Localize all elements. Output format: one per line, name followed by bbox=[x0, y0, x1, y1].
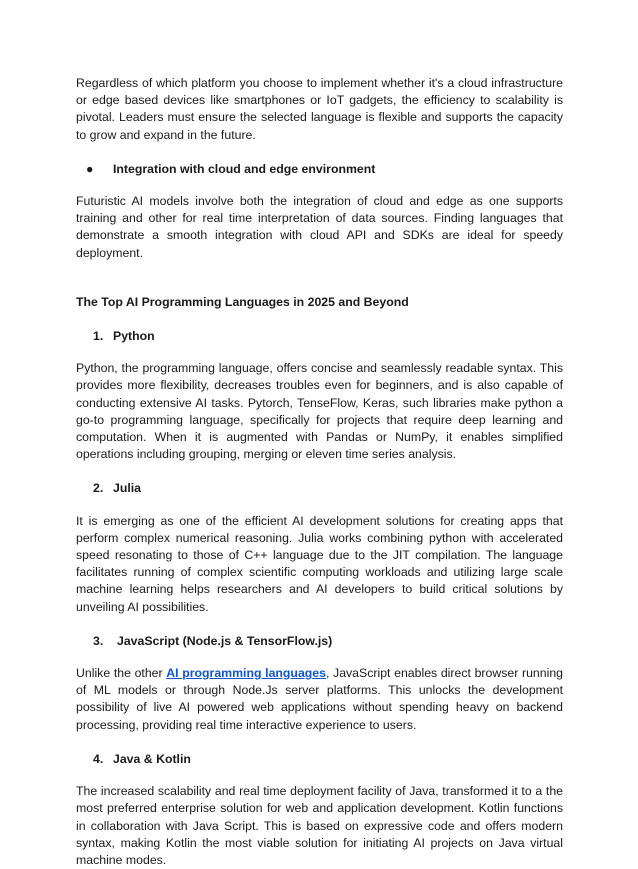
intro-paragraph: Regardless of which platform you choose to implement whether it's a cloud infrastructure or edge based devices like smartphones or IoT gadgets, the efficiency to scalability is pivotal. Leaders must ensure the selected language is flexible and supports the capacity to grow and expand in the future. bbox=[76, 76, 563, 142]
java-heading bbox=[76, 751, 563, 768]
javascript-body-before: Unlike the other bbox=[76, 666, 167, 681]
julia-title: Julia bbox=[113, 481, 142, 496]
cloud-edge-paragraph: Futuristic AI models involve both the integration of cloud and edge as one supports training and other for real time interpretation of data sources. Finding languages that demonstrate a smooth integration with cloud API and SDKs are ideal for speedy deployment. bbox=[76, 194, 563, 260]
javascript-body-after: , JavaScript enables direct browser running of ML models or through Node.Js server platforms. This unlocks the development possibility of live AI powered web applications without spending heavy on backend processing, providing real time interactive experience to users. bbox=[76, 666, 563, 732]
julia-heading bbox=[76, 480, 563, 497]
java-title: Java & Kotlin bbox=[113, 751, 191, 766]
bullet-heading-text: Integration with cloud and edge environment bbox=[113, 161, 376, 176]
python-heading bbox=[76, 328, 563, 345]
python-paragraph: Python, the programming language, offers concise and seamlessly readable syntax. This provides more flexibility, decreases troubles even for beginners, and is also capable of conducting extensive AI tasks. Pytorch, TenseFlow, Keras, such libraries make python a go-to programming language, specifically for projects that require deep learning and computation. When it is augmented with Pandas or NumPy, it enables simplified operations including grouping, merging or eleven time series analysis. bbox=[76, 361, 563, 462]
javascript-title: JavaScript (Node.js & TensorFlow.js) bbox=[117, 633, 333, 648]
julia-number: 2. bbox=[93, 481, 104, 496]
ai-programming-languages-link[interactable]: AI programming languages bbox=[166, 666, 326, 681]
javascript-number: 3. bbox=[93, 633, 104, 648]
java-number: 4. bbox=[93, 751, 104, 766]
bullet-marker: ● bbox=[86, 161, 94, 176]
julia-paragraph: It is emerging as one of the efficient AI development solutions for creating apps that perform complex numerical reasoning. Julia works combining python with accelerated speed resonating to those of C++ language due to the JIT compilation. The language facilitates running of complex scientific computing workloads and utilizing large scale machine learning helps researchers and AI developers to build critical solutions by unveiling AI possibilities. bbox=[76, 513, 563, 614]
python-title: Python bbox=[113, 329, 155, 344]
section-heading: The Top AI Programming Languages in 2025 and Beyond bbox=[76, 294, 409, 309]
javascript-paragraph bbox=[76, 665, 563, 734]
document-page bbox=[76, 75, 563, 869]
python-number: 1. bbox=[93, 329, 104, 344]
java-paragraph: The increased scalability and real time deployment facility of Java, transformed it to a the most preferred enterprise solution for web and application development. Kotlin functions in collaboration with Java Script. This is based on expressive code and offers modern syntax, making Kotlin the most viable solution for initiating AI projects on Java virtual machine modes. bbox=[76, 784, 563, 867]
javascript-heading bbox=[76, 633, 563, 650]
bullet-heading bbox=[76, 161, 563, 178]
